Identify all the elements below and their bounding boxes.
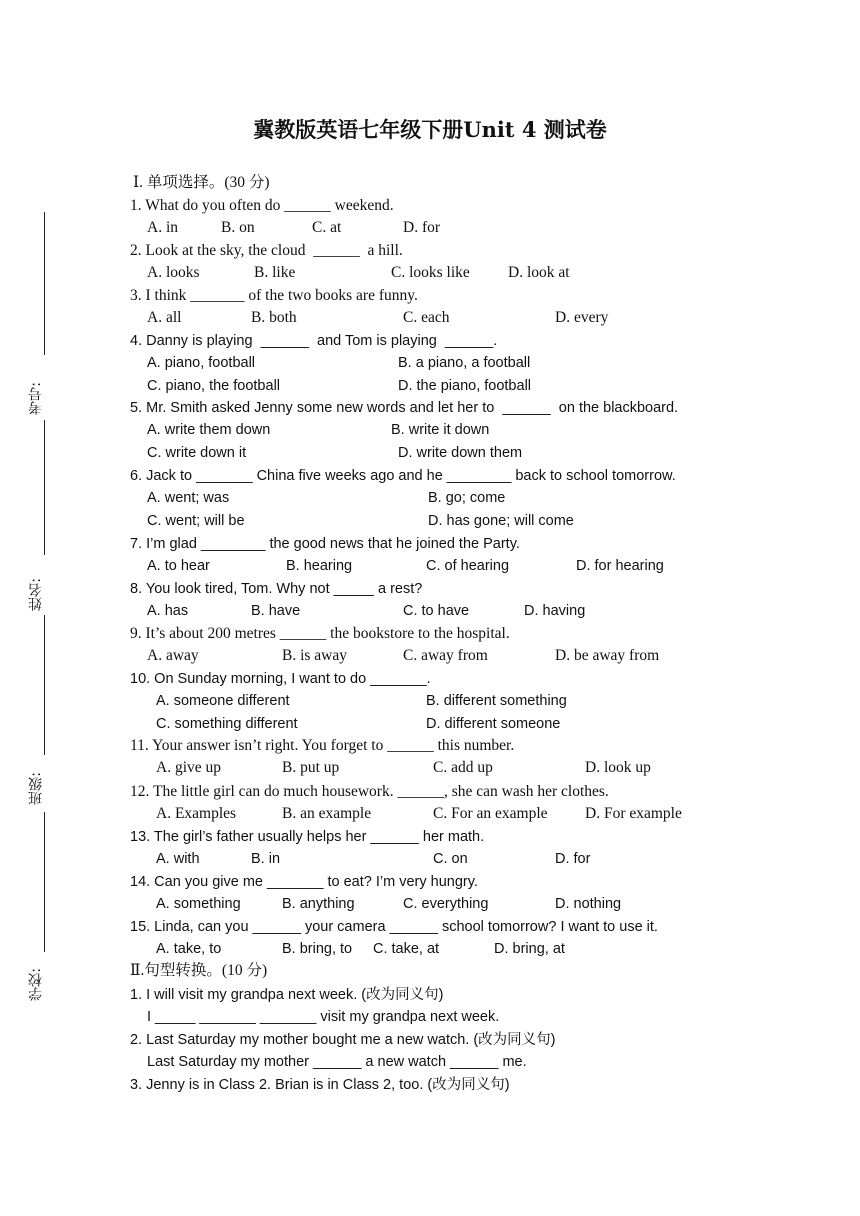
question-option: B. an example — [282, 805, 372, 822]
school-label: 学校: — [28, 968, 44, 1001]
question-option: B. both — [251, 309, 297, 326]
question-text: 13. The girl’s father usually helps her ______ her math. — [130, 829, 485, 845]
question-option: B. on — [221, 219, 255, 236]
question-option: B. like — [254, 264, 296, 281]
question-text: 12. The little girl can do much housework. ______, she can wash her clothes. — [130, 783, 609, 800]
question-option: D. different someone — [426, 715, 561, 732]
question-option: C. on — [433, 851, 468, 867]
question-option: B. have — [251, 603, 301, 619]
question-option: D. for — [403, 219, 441, 236]
question-option: A. piano, football — [147, 355, 256, 371]
question-option: B. is away — [282, 647, 348, 664]
question-option: D. write down them — [398, 444, 523, 461]
question-text: 10. On Sunday morning, I want to do _______. — [130, 671, 431, 687]
question-text: 2. Look at the sky, the cloud ______ a hill. — [130, 242, 403, 259]
question-option: C. take, at — [373, 941, 440, 957]
page-title: 冀教版英语七年级下册Unit 4 测试卷 — [253, 117, 607, 142]
class-label: 班级: — [28, 772, 44, 805]
question-option: C. looks like — [391, 264, 470, 281]
question-option: D. for — [555, 851, 591, 867]
question-option: C. to have — [403, 603, 470, 619]
question-option: D. having — [524, 603, 586, 619]
question-option: A. to hear — [147, 558, 210, 574]
question-option: A. away — [147, 647, 199, 664]
question-option: B. write it down — [391, 422, 490, 438]
question-option: B. hearing — [286, 558, 353, 574]
question-option: D. every — [555, 309, 609, 326]
question-text: 3. I think _______ of the two books are funny. — [130, 287, 418, 304]
question-option: C. away from — [403, 647, 488, 664]
question-option: A. write them down — [147, 422, 271, 438]
binding-line-4 — [44, 812, 45, 952]
question-option: A. Examples — [156, 805, 237, 822]
section-2-heading: Ⅱ.句型转换。(10 分) — [130, 962, 268, 979]
question-option: B. bring, to — [282, 941, 353, 957]
question-option: B. go; come — [428, 490, 506, 506]
section-1-heading: Ⅰ. 单项选择。(30 分) — [133, 174, 270, 191]
question-option: A. has — [147, 603, 189, 619]
question-option: D. for hearing — [576, 558, 664, 574]
question-option: A. someone different — [156, 693, 290, 709]
question-option: D. nothing — [555, 896, 622, 912]
question-option: B. different something — [426, 693, 567, 709]
question-option: A. went; was — [147, 490, 230, 506]
question-option: D. be away from — [555, 647, 660, 664]
question-text: 14. Can you give me _______ to eat? I’m very hungry. — [130, 874, 478, 890]
question-option: A. in — [147, 219, 178, 236]
question-text: 9. It’s about 200 metres ______ the bookstore to the hospital. — [130, 625, 510, 642]
name-label: 姓名: — [28, 578, 44, 611]
question-option: A. give up — [156, 759, 222, 776]
question-option: C. write down it — [147, 444, 247, 461]
question-option: B. a piano, a football — [398, 355, 531, 371]
question-option: B. in — [251, 851, 281, 867]
question-option: C. went; will be — [147, 512, 245, 529]
transform-question: 3. Jenny is in Class 2. Brian is in Class 2, too. (改为同义句) — [130, 1077, 510, 1093]
question-option: B. anything — [282, 896, 355, 912]
question-option: C. everything — [403, 896, 489, 912]
transform-answer-line: Last Saturday my mother ______ a new watch ______ me. — [147, 1054, 527, 1070]
question-text: 4. Danny is playing ______ and Tom is playing ______. — [130, 333, 498, 349]
question-option: D. the piano, football — [398, 377, 532, 394]
question-option: C. at — [312, 219, 342, 236]
question-option: D. bring, at — [494, 941, 565, 957]
question-option: C. piano, the football — [147, 377, 281, 394]
question-option: D. has gone; will come — [428, 512, 574, 529]
question-option: C. something different — [156, 715, 298, 732]
question-option: A. something — [156, 896, 241, 912]
question-text: 8. You look tired, Tom. Why not _____ a rest? — [130, 581, 423, 597]
question-option: A. all — [147, 309, 182, 326]
question-option: C. add up — [433, 759, 493, 776]
transform-question: 1. I will visit my grandpa next week. (改为同义句) — [130, 987, 444, 1003]
binding-line-1 — [44, 212, 45, 355]
question-text: 11. Your answer isn’t right. You forget to ______ this number. — [130, 737, 515, 754]
question-option: C. For an example — [433, 805, 548, 822]
question-option: D. look at — [508, 264, 570, 281]
question-option: A. with — [156, 851, 200, 867]
question-text: 7. I’m glad ________ the good news that he joined the Party. — [130, 536, 520, 552]
question-option: A. looks — [147, 264, 200, 281]
question-option: C. of hearing — [426, 558, 510, 574]
binding-line-3 — [44, 615, 45, 755]
question-option: A. take, to — [156, 941, 222, 957]
question-text: 15. Linda, can you ______ your camera ______ school tomorrow? I want to use it. — [130, 919, 658, 935]
question-text: 5. Mr. Smith asked Jenny some new words and let her to ______ on the blackboard. — [130, 400, 679, 416]
question-option: C. each — [403, 309, 450, 326]
question-text: 6. Jack to _______ China five weeks ago and he ________ back to school tomorrow. — [130, 468, 676, 484]
transform-answer-line: I _____ _______ _______ visit my grandpa next week. — [147, 1009, 500, 1025]
question-option: D. For example — [585, 805, 682, 822]
transform-question: 2. Last Saturday my mother bought me a new watch. (改为同义句) — [130, 1032, 556, 1048]
question-text: 1. What do you often do ______ weekend. — [130, 197, 394, 214]
question-option: D. look up — [585, 759, 651, 776]
question-option: B. put up — [282, 759, 340, 776]
binding-line-2 — [44, 420, 45, 555]
exam-no-label: 考号: — [28, 382, 44, 415]
